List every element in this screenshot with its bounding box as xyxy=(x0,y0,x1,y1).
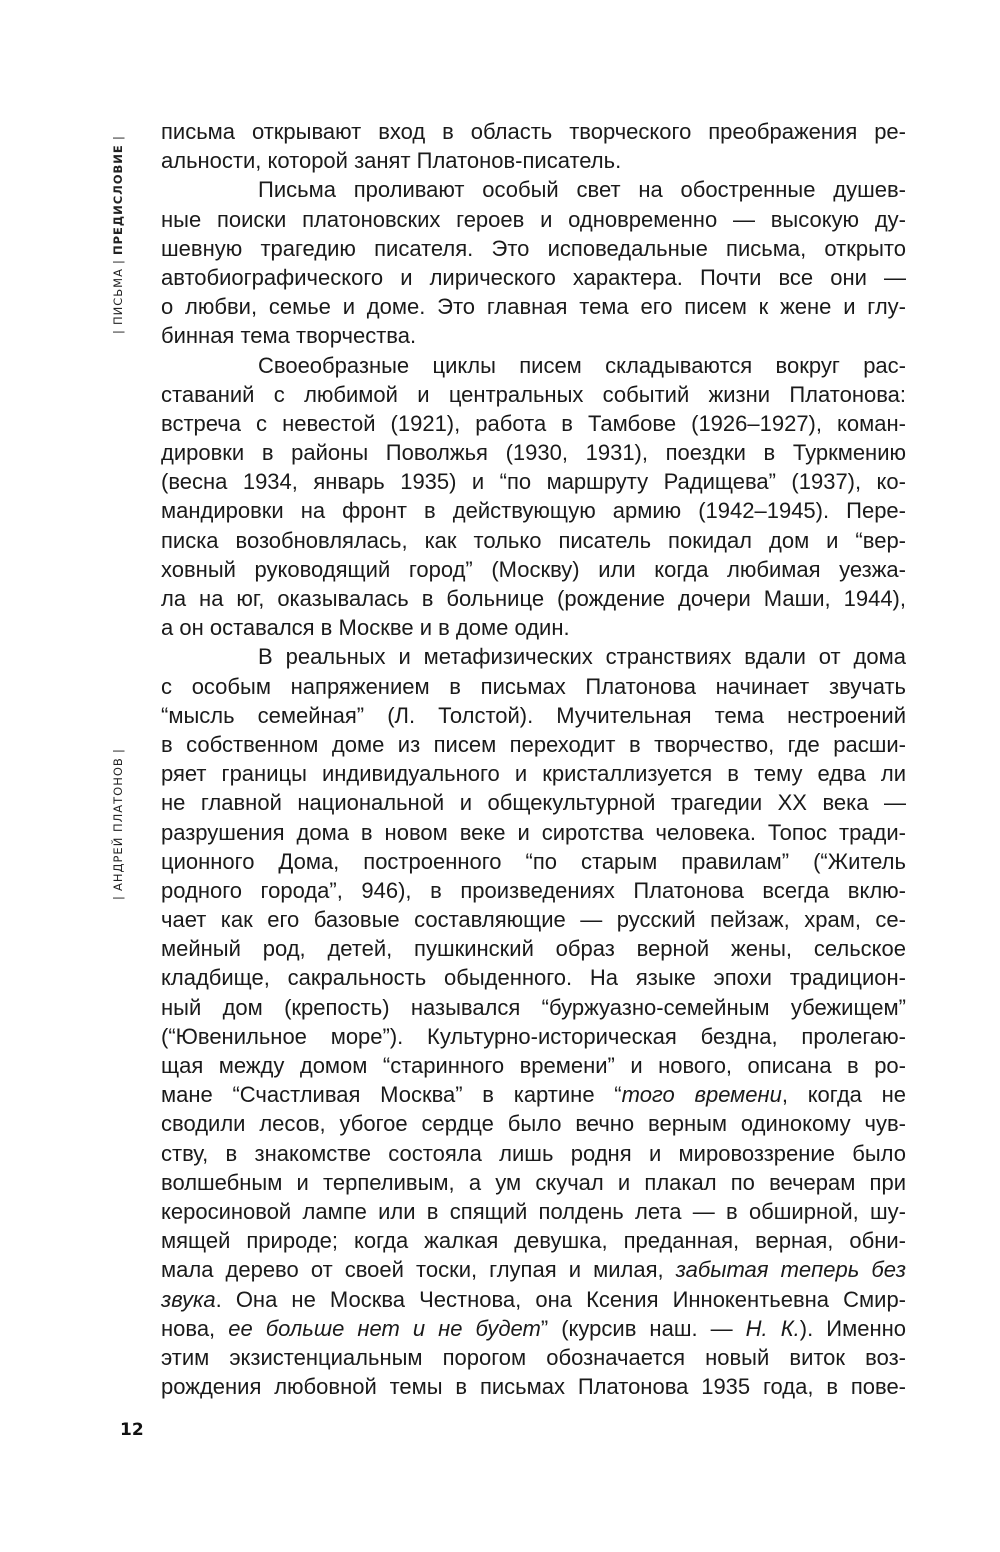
text-line: с особым напряжением в письмах Платонова начинает звучать xyxy=(161,673,906,699)
text-line: а он оставался в Москве и в доме один. xyxy=(161,615,570,641)
italic-text-segment: звука xyxy=(161,1286,216,1312)
text-line: шевную трагедию писателя. Это исповедальные письма, открыто xyxy=(161,235,906,261)
italic-text-segment: ее больше нет и не будет xyxy=(228,1315,541,1341)
text-line xyxy=(161,1109,906,1138)
text-line: ховный руководящий город” (Москву) или когда любимая уезжа- xyxy=(161,556,906,582)
text-segment: нова, xyxy=(161,1315,229,1341)
text-line: письма открывают вход в область творческого преображения ре- xyxy=(161,119,906,144)
running-head-author-name: АНДРЕЙ ПЛАТОНОВ xyxy=(111,757,125,892)
italic-text-segment: того времени xyxy=(621,1082,782,1108)
text-line xyxy=(161,1197,906,1226)
text-line: встреча с невестой (1921), работа в Тамбове (1926–1927), коман- xyxy=(161,410,906,436)
text-line xyxy=(161,1343,906,1372)
body-text xyxy=(161,117,906,1401)
text-line: мандировки на фронт в действующую армию (1942–1945). Пере- xyxy=(161,498,906,524)
running-head-section-title: ПИСЬМА xyxy=(111,268,125,326)
text-segment: ” (курсив наш. — xyxy=(540,1315,746,1341)
text-line: (весна 1934, январь 1935) и “по маршруту Радищева” (1937), ко- xyxy=(161,469,906,495)
text-line: ные поиски платоновских героев и одновременно — высокую ду- xyxy=(161,206,906,232)
text-line xyxy=(161,1226,906,1255)
text-line xyxy=(161,1080,906,1109)
text-line: кладбище, сакральность обыденного. На языке эпохи традицион- xyxy=(161,965,906,991)
text-line: разрушения дома в новом веке и сиротства человека. Топос тради- xyxy=(161,819,906,845)
text-line: писка возобновлялась, как только писатель покидал дом и “вер- xyxy=(161,527,906,553)
italic-text-segment: забытая теперь без xyxy=(675,1257,906,1283)
italic-text-segment: Н. К. xyxy=(745,1315,800,1341)
text-line: “мысль семейная” (Л. Толстой). Мучительная тема нестроений xyxy=(161,702,906,728)
text-line: ный дом (крепость) назывался “буржуазно-семейным убежищем” xyxy=(161,994,906,1020)
text-segment: . Она не Москва Честнова, она Ксения Иннокентьевна Смир- xyxy=(215,1286,906,1312)
text-line: родного города”, 946), в произведениях Платонова всегда вклю- xyxy=(161,877,906,903)
running-head-separator: | xyxy=(111,135,125,141)
text-line: в собственном доме из писем переходит в творчество, где расши- xyxy=(161,731,906,757)
text-line: ла на юг, оказывалась в больнице (рождение дочери Маши, 1944), xyxy=(161,586,906,611)
text-line xyxy=(161,1314,906,1343)
running-head-author xyxy=(103,720,133,900)
text-segment: керосиновой лампе или в спящий полдень лета — в обширной, шу- xyxy=(161,1198,906,1224)
text-segment: мала дерево от своей тоски, глупая и милая, xyxy=(161,1257,676,1283)
text-line xyxy=(161,1255,906,1284)
text-segment: ству, в знакомстве состояла лишь родня и мировоззрение было xyxy=(161,1140,906,1166)
text-line xyxy=(161,1139,906,1168)
text-line xyxy=(161,1285,906,1314)
text-line: дировки в районы Поволжья (1930, 1931), поездки в Туркмению xyxy=(161,440,906,466)
text-line: ряет границы индивидуального и кристаллизуется в тему едва ли xyxy=(161,761,906,787)
text-line: (“Ювенильное море”). Культурно-историческая бездна, пролегаю- xyxy=(161,1023,906,1049)
text-line: щая между домом “старинного времени” и нового, описана в ро- xyxy=(161,1053,906,1078)
text-line: бинная тема творчества. xyxy=(161,323,417,349)
text-line: о любви, семье и доме. Это главная тема его писем к жене и глу- xyxy=(161,294,906,320)
text-segment: сводили лесов, убогое сердце было вечно верным одинокому чув- xyxy=(161,1111,906,1137)
text-line: не главной национальной и общекультурной трагедии XX века — xyxy=(161,790,906,816)
running-head-separator: | xyxy=(111,895,125,900)
text-line: автобиографического и лирического характера. Почти все они — xyxy=(161,264,906,290)
text-segment: , когда не xyxy=(781,1082,907,1108)
text-line: Своеобразные циклы писем складываются вокруг рас- xyxy=(258,352,906,378)
running-head-separator: | xyxy=(111,329,125,334)
text-line xyxy=(161,1168,906,1197)
text-segment: ). Именно xyxy=(799,1315,906,1341)
text-segment: мящей природе; когда жалкая девушка, преданная, верная, обни- xyxy=(161,1228,906,1254)
text-line xyxy=(161,1372,906,1401)
text-line: альности, которой занят Платонов-писатель. xyxy=(161,148,622,174)
page-number: 12 xyxy=(120,1420,144,1440)
text-segment: рождения любовной темы в письмах Платонова 1935 года, в пове- xyxy=(161,1374,906,1400)
text-line: В реальных и метафизических странствиях вдали от дома xyxy=(258,644,906,670)
running-head-subsection-title: ПРЕДИСЛОВИЕ xyxy=(111,144,125,256)
text-line: ционного Дома, построенного “по старым правилам” (“Житель xyxy=(161,848,906,874)
text-line: чает как его базовые составляющие — русский пейзаж, храм, се- xyxy=(161,907,906,933)
text-line: Письма проливают особый свет на обостренные душев- xyxy=(258,177,906,203)
text-segment: мане “Счастливая Москва” в картине “ xyxy=(161,1082,622,1108)
text-line: мейный род, детей, пушкинский образ верной жены, сельское xyxy=(161,936,906,962)
running-head-separator: | xyxy=(111,748,125,754)
text-segment: этим экзистенциальным порогом обозначается новый виток воз- xyxy=(161,1344,906,1370)
running-head-section xyxy=(103,118,133,334)
text-line: ставаний с любимой и центральных событий жизни Платонова: xyxy=(161,381,906,407)
running-head-separator: | xyxy=(111,259,125,265)
text-segment: волшебным и терпеливым, а ум скучал и плакал по вечерам при xyxy=(161,1169,906,1195)
